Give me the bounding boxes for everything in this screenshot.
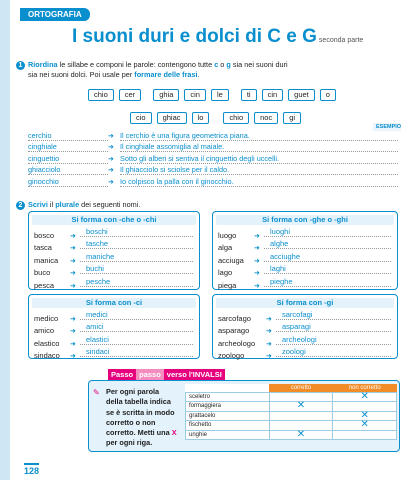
list-item: [218, 227, 397, 240]
arrow-icon: ➜: [70, 353, 76, 360]
plural: sindaci: [80, 347, 193, 357]
arrow-icon: ➜: [70, 257, 76, 265]
box-header: Si forma con -gi: [216, 298, 394, 308]
list-item: [34, 310, 199, 323]
syllable-piece: cer: [119, 89, 141, 101]
plural: luoghi: [264, 227, 391, 237]
word: cinghiale: [28, 142, 108, 152]
word: ginocchio: [28, 177, 108, 187]
list-item: [34, 277, 199, 290]
list-item: [34, 240, 199, 253]
plural: elastici: [80, 335, 193, 345]
invalsi-tag-1: Passo: [108, 369, 136, 380]
arrow-icon: ➜: [266, 315, 272, 323]
singular: amico: [34, 326, 55, 335]
singular: alga: [218, 243, 233, 252]
list-item: [34, 348, 199, 361]
arrow-icon: ➜: [108, 155, 114, 163]
sentence: Io colpisco la palla con il ginocchio.: [120, 177, 398, 187]
list-item: [218, 277, 397, 290]
list-item: [218, 265, 397, 278]
arrow-icon: ➜: [266, 340, 272, 348]
arrow-icon: ➜: [70, 232, 76, 240]
page-title: I suoni duri e dolci di C e G seconda parte: [72, 26, 364, 47]
syllable-piece: ghiac: [157, 112, 187, 124]
exercise-number-1: 1: [16, 61, 25, 70]
syllable-piece: chio: [88, 89, 114, 101]
arrow-icon: ➜: [254, 245, 260, 252]
arrow-icon: ➜: [108, 144, 114, 152]
plural: asparagi: [276, 322, 391, 332]
plural: zoologi: [276, 347, 391, 357]
table-cell-word: unghie: [186, 430, 270, 440]
table-row: [186, 421, 397, 431]
syllable-puzzle-row-1: [88, 89, 341, 101]
syllable-piece: le: [211, 89, 229, 101]
word: ghiacciolo: [28, 165, 108, 175]
singular: sarcofago: [218, 313, 251, 323]
invalsi-text: Per ogni parola della tabella indica se è scritta in modo corretto o non corretto. Metti una X per ogni riga.: [106, 387, 177, 448]
singular: buco: [34, 268, 51, 277]
checkbox-incorrect-checked[interactable]: ✕: [333, 421, 397, 431]
list-item: [218, 240, 397, 253]
arrow-icon: ➜: [266, 353, 272, 360]
singular: sindaco: [34, 351, 60, 360]
syllable-piece: guet: [288, 89, 315, 101]
arrow-icon: ➜: [254, 270, 260, 277]
singular: zoologo: [218, 351, 245, 360]
syllable-piece: chio: [223, 112, 249, 124]
list-item: [28, 153, 398, 165]
list-item: [218, 310, 397, 323]
list-item: [34, 227, 199, 240]
syllable-piece: noc: [254, 112, 278, 124]
page-number: 128: [24, 463, 39, 476]
box-header: Si forma con -ghe o -ghi: [216, 215, 394, 225]
plural: buchi: [80, 264, 193, 274]
section-tag: ORTOGRAFIA: [20, 8, 90, 21]
checkbox-incorrect-checked[interactable]: ✕: [333, 411, 397, 421]
syllable-piece: cin: [262, 89, 284, 101]
checkbox-incorrect[interactable]: [333, 430, 397, 440]
syllable-piece: cio: [130, 112, 152, 124]
plural: boschi: [80, 227, 193, 237]
arrow-icon: ➜: [108, 167, 114, 175]
exercise-number-2: 2: [16, 201, 25, 210]
checkbox-incorrect-checked[interactable]: ✕: [333, 392, 397, 402]
table-row: [186, 430, 397, 440]
arrow-icon: ➜: [108, 178, 114, 186]
table-row: [186, 392, 397, 402]
list-item: [34, 265, 199, 278]
sentence: Il cinghiale assomiglia al maiale.: [120, 142, 398, 152]
arrow-icon: ➜: [70, 270, 76, 277]
plural: acciughe: [264, 252, 391, 262]
table-cell-word: sceletro: [186, 392, 270, 402]
arrow-icon: ➜: [254, 282, 260, 290]
word-sentence-list: [28, 130, 398, 188]
plural-box-ci: [28, 294, 200, 359]
table-header-incorrect: non corretto: [333, 384, 397, 392]
arrow-icon: ➜: [70, 340, 76, 348]
plural: amici: [80, 322, 193, 332]
plural-box-che-chi: [28, 211, 200, 290]
syllable-piece: ti: [241, 89, 257, 101]
table-header-correct: corretto: [269, 384, 333, 392]
syllable-piece: cin: [184, 89, 206, 101]
x-mark: X: [171, 428, 177, 438]
sentence: Il ghiacciolo si sciolse per il caldo.: [120, 165, 398, 175]
example-badge: ESEMPIO: [373, 123, 401, 131]
checkbox-correct-checked[interactable]: ✕: [269, 430, 333, 440]
arrow-icon: ➜: [108, 132, 114, 140]
plural-box-ghe-ghi: [212, 211, 398, 290]
list-item: [28, 176, 398, 188]
sentence: Sotto gli alberi si sentiva il cinguettio degli uccelli.: [120, 154, 398, 164]
word: cinguettio: [28, 154, 108, 164]
plural: laghi: [264, 264, 391, 274]
syllable-piece: lo: [192, 112, 210, 124]
list-item: [28, 142, 398, 154]
list-item: [218, 335, 397, 348]
invalsi-tag: [108, 369, 225, 380]
plural-box-gi: [212, 294, 398, 359]
list-item: [34, 252, 199, 265]
checkbox-correct[interactable]: [269, 411, 333, 421]
singular: lago: [218, 268, 233, 277]
pencil-icon: ✎: [93, 388, 100, 397]
singular: tasca: [34, 243, 52, 252]
syllable-piece: ghia: [153, 89, 179, 101]
invalsi-tag-2: passo: [136, 369, 164, 380]
plural: alghe: [264, 239, 391, 249]
plural: pieghe: [264, 277, 391, 287]
syllable-puzzle-row-2: [130, 112, 306, 124]
exercise-2-instruction: Scrivi il plurale dei seguenti nomi.: [28, 200, 141, 209]
singular: asparago: [218, 326, 250, 335]
box-header: Si forma con -ci: [32, 298, 196, 308]
invalsi-box: [88, 380, 400, 452]
sentence: Il cerchio è una figura geometrica piana.: [120, 131, 398, 141]
plural: pesche: [80, 277, 193, 287]
arrow-icon: ➜: [70, 245, 76, 252]
plural: sarcofagi: [276, 310, 391, 320]
singular: manica: [34, 255, 59, 265]
singular: luogo: [218, 230, 237, 240]
singular: archeologo: [218, 338, 256, 348]
arrow-icon: ➜: [70, 282, 76, 290]
singular: pesca: [34, 280, 55, 290]
list-item: [34, 323, 199, 336]
checkbox-correct-checked[interactable]: ✕: [269, 402, 333, 412]
singular: bosco: [34, 230, 55, 240]
table-cell-word: formaggiera: [186, 402, 270, 412]
list-item: [218, 348, 397, 361]
arrow-icon: ➜: [254, 257, 260, 265]
singular: acciuga: [218, 255, 244, 265]
singular: medico: [34, 313, 59, 323]
list-item: [28, 165, 398, 177]
singular: piega: [218, 280, 237, 290]
box-header: Si forma con -che o -chi: [32, 215, 196, 225]
list-item: [218, 323, 397, 336]
plural: medici: [80, 310, 193, 320]
page-subtitle: seconda parte: [318, 37, 364, 44]
plural: maniche: [80, 252, 193, 262]
invalsi-table: [185, 384, 397, 440]
table-header-blank: [186, 384, 270, 392]
syllable-piece: gi: [283, 112, 301, 124]
arrow-icon: ➜: [266, 328, 272, 335]
table-cell-word: grattacelo: [186, 411, 270, 421]
arrow-icon: ➜: [254, 232, 260, 240]
exercise-1-instruction: Riordina le sillabe e componi le parole: contengono tutte c o g sia nei suoni duri sia nei suoni dolci. Poi usale per formare delle frasi.: [28, 60, 288, 79]
table-cell-word: fischetto: [186, 421, 270, 431]
list-item: [28, 130, 398, 142]
arrow-icon: ➜: [70, 328, 76, 335]
list-item: [34, 335, 199, 348]
singular: elastico: [34, 338, 60, 348]
word: cerchio: [28, 131, 108, 141]
plural: tasche: [80, 239, 193, 249]
invalsi-tag-3: verso l'INVALSI: [164, 369, 225, 380]
list-item: [218, 252, 397, 265]
arrow-icon: ➜: [70, 315, 76, 323]
syllable-piece: o: [320, 89, 336, 101]
plural: archeologi: [276, 335, 391, 345]
